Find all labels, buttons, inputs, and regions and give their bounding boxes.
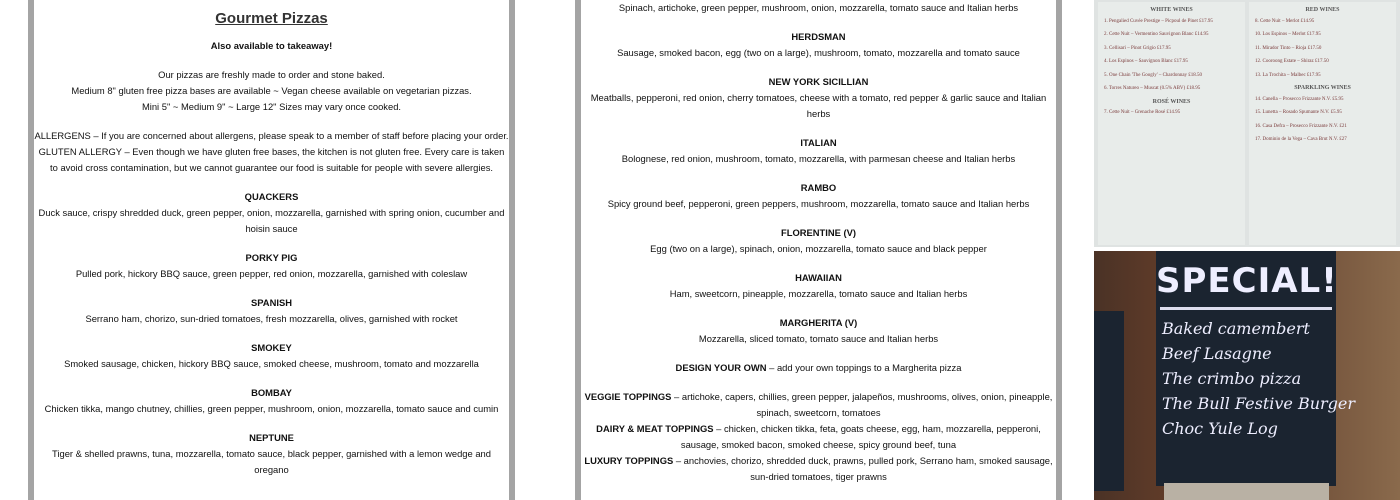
wine-entry: 1. Pengalied Cuvée Prestige – Picpoul de Pinet £17.95: [1104, 18, 1213, 24]
item-description: Serrano ham, chorizo, sun-dried tomatoes, fresh mozzarella, olives, garnished with rocket: [85, 313, 458, 324]
item-name: NEPTUNE: [249, 432, 294, 443]
special-item: Beef Lasagne: [1162, 344, 1272, 363]
item-name: QUACKERS: [244, 191, 299, 202]
wine-column-right: RED WINES 8. Cette Nuit – Merlot £14.95 10. Los Espinos – Merlot £17.95 11. Mirador Tinto – Rioja £17.50 12. Cooroong Estate – Shiraz £17.50 13. La Trochita – Malbec £17.95 SPARKLING WINES 14. Canella – Prosecco Frizzante N.V. £5.95 15. Lunetta – Rosado Spumante N.V. £5.95 16. Casa Defra – Prosecco Frizzante N.V. £21 17. Dominio de la Vega – Cava Brut N.V. £27: [1249, 2, 1396, 245]
menu-item: [34, 430, 509, 491]
toppings-line: LUXURY TOPPINGS – anchovies, chorizo, shredded duck, prawns, pulled pork, Serrano ham, smoked sausage, sun-dried tomatoes, tiger prawns: [584, 455, 1053, 482]
wine-entry: 5. One Chain 'The Googly' – Chardonnay £18.50: [1104, 72, 1203, 78]
wine-entry: 3. Cellisari – Pinot Grigio £17.95: [1104, 45, 1171, 51]
wine-entry: 16. Casa Defra – Prosecco Frizzante N.V. £21: [1255, 123, 1347, 129]
menu-item: [34, 385, 509, 430]
menu-item: [581, 180, 1056, 225]
specials-board-photo: [1094, 251, 1400, 500]
item-name: HERDSMAN: [791, 31, 846, 42]
menu-item: [581, 29, 1056, 74]
item-description: Meatballs, pepperoni, red onion, cherry tomatoes, cheese with a tomato, red pepper & garlic sauce and Italian herbs: [590, 92, 1047, 119]
item-name: NEW YORK SICILLIAN: [768, 76, 869, 87]
item-description: Egg (two on a large), spinach, onion, mozzarella, tomato sauce and black pepper: [650, 243, 987, 254]
item-description: Sausage, smoked bacon, egg (two on a large), mushroom, tomato, mozzarella and tomato sauce: [617, 47, 1020, 58]
chalkboard: [1156, 251, 1356, 486]
board-stand: [1164, 483, 1329, 500]
wine-entry: 8. Cette Nuit – Merlot £14.95: [1255, 18, 1315, 24]
item-description: Bolognese, red onion, mushroom, tomato, mozzarella, with parmesan cheese and Italian herbs: [621, 153, 1016, 164]
page-title: Gourmet Pizzas: [215, 10, 328, 27]
item-name: SMOKEY: [251, 342, 292, 353]
item-description: Pulled pork, hickory BBQ sauce, green pepper, red onion, mozzarella, garnished with coleslaw: [75, 268, 468, 279]
design-your-own: DESIGN YOUR OWN – add your own toppings to a Margherita pizza: [675, 362, 962, 373]
item-name: SPANISH: [251, 297, 292, 308]
menu-item: [34, 250, 509, 295]
menu-item: [581, 315, 1056, 360]
takeaway-note: Also available to takeaway!: [210, 40, 333, 51]
wine-entry: 11. Mirador Tinto – Rioja £17.50: [1255, 45, 1322, 51]
menu-item: [581, 74, 1056, 135]
wine-entry: 10. Los Espinos – Merlot £17.95: [1255, 32, 1321, 37]
special-item: Choc Yule Log: [1162, 419, 1278, 438]
menu-item: [34, 189, 509, 250]
special-item: The Bull Festive Burger: [1162, 394, 1356, 413]
wine-entry: 2. Cette Nuit – Vermentino Sauvignon Blanc £14.95: [1104, 32, 1209, 37]
item-name: FLORENTINE (V): [781, 227, 856, 238]
gluten-note: GLUTEN ALLERGY – Even though we have gluten free bases, the kitchen is not gluten free. Every care is taken to avoid cross contamination, but we cannot guarantee our food is suitable for people with severe allergies.: [38, 146, 505, 173]
item-description: Smoked sausage, chicken, hickory BBQ sauce, smoked cheese, mushroom, tomato and mozzarella: [64, 358, 479, 369]
item-description: Duck sauce, crispy shredded duck, green pepper, onion, mozzarella, garnished with spring onion, cucumber and hoisin sauce: [38, 207, 505, 234]
item-name: PORKY PIG: [245, 252, 298, 263]
menu-item: [34, 340, 509, 385]
wine-entry: 6. Torres Natureo – Muscat (0.5% ABV) £18.95: [1104, 86, 1201, 91]
item-description: Spicy ground beef, pepperoni, green peppers, mushroom, mozzarella, tomato sauce and Italian herbs: [607, 198, 1030, 209]
intro-line: Medium 8" gluten free pizza bases are available ~ Vegan cheese available on vegetarian pizzas.: [71, 85, 472, 96]
side-chalkboard: [1094, 311, 1124, 491]
menu-item: [581, 270, 1056, 315]
intro-line: Mini 5" ~ Medium 9" ~ Large 12" Sizes may vary once cooked.: [141, 101, 402, 112]
item-name: ITALIAN: [800, 137, 837, 148]
allergens-note: ALLERGENS – If you are concerned about allergens, please speak to a member of staff before placing your order.: [34, 130, 509, 141]
wine-entry: 13. La Trochita – Malbec £17.95: [1255, 72, 1321, 78]
wine-entry: 4. Los Espinos – Sauvignon Blanc £17.95: [1104, 59, 1188, 64]
wine-list-photo: [1094, 0, 1400, 247]
intro-line: Our pizzas are freshly made to order and stone baked.: [158, 69, 385, 80]
item-name: RAMBO: [800, 182, 837, 193]
wine-entry: 17. Dominio de la Vega – Cava Brut N.V. £27: [1255, 137, 1347, 142]
toppings-line: DAIRY & MEAT TOPPINGS – chicken, chicken tikka, feta, goats cheese, egg, ham, mozzarella, pepperoni, sausage, smoked bacon, smoked cheese, spicy ground beef, tuna: [596, 423, 1041, 450]
wine-entry: 12. Cooroong Estate – Shiraz £17.50: [1255, 59, 1329, 64]
item-name: BOMBAY: [251, 387, 292, 398]
item-name: MARGHERITA (V): [779, 317, 858, 328]
menu-item: [581, 225, 1056, 270]
wine-entry: 15. Lunetta – Rosado Spumante N.V. £5.95: [1255, 110, 1342, 115]
special-item: The crimbo pizza: [1162, 369, 1302, 388]
wine-entry: 7. Cette Nuit – Grenache Rosé £14.95: [1104, 110, 1181, 115]
item-name: HAWAIIAN: [795, 272, 842, 283]
special-item: Baked camembert: [1162, 319, 1310, 338]
specials-heading: SPECIAL!: [1156, 261, 1338, 301]
wine-column-left: WHITE WINES 1. Pengalied Cuvée Prestige – Picpoul de Pinet £17.95 2. Cette Nuit – Vermentino Sauvignon Blanc £14.95 3. Cellisari – Pinot Grigio £17.95 4. Los Espinos – Sauvignon Blanc £17.95 5. One Chain 'The Googly' – Chardonnay £18.50 6. Torres Natureo – Muscat (0.5% ABV) £18.95 ROSÉ WINES 7. Cette Nuit – Grenache Rosé £14.95: [1098, 2, 1245, 245]
item-description: Spinach, artichoke, green pepper, mushroom, onion, mozzarella, tomato sauce and Italian herbs: [618, 2, 1019, 13]
menu-page-left: [28, 0, 515, 500]
item-description: Chicken tikka, mango chutney, chillies, green pepper, mushroom, onion, mozzarella, tomato sauce and cumin: [44, 403, 499, 414]
menu-item: [34, 295, 509, 340]
wine-entry: 14. Canella – Prosecco Frizzante N.V. £5.95: [1255, 96, 1344, 102]
item-description: Tiger & shelled prawns, tuna, mozzarella, tomato sauce, black pepper, garnished with a lemon wedge and oregano: [52, 448, 491, 475]
toppings-line: VEGGIE TOPPINGS – artichoke, capers, chillies, green pepper, jalapeños, mushrooms, olives, onion, pineapple, spinach, sweetcorn, tomatoes: [584, 391, 1053, 418]
item-description: Ham, sweetcorn, pineapple, mozzarella, tomato sauce and Italian herbs: [669, 288, 968, 299]
item-description: Mozzarella, sliced tomato, tomato sauce and Italian herbs: [698, 333, 939, 344]
menu-page-right: [575, 0, 1062, 500]
menu-item: [581, 135, 1056, 180]
